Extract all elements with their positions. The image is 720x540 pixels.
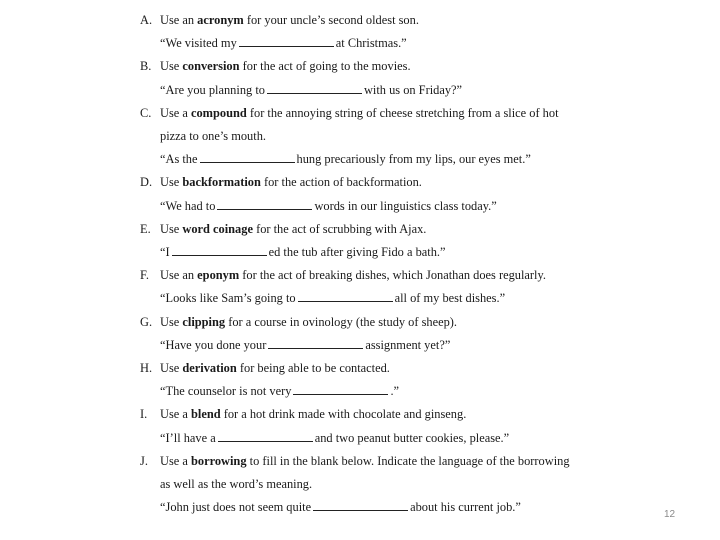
instruction-pre: Use	[160, 175, 180, 190]
item-letter: C.	[140, 105, 152, 120]
example-sentence	[140, 32, 610, 55]
item-letter: B.	[140, 59, 152, 74]
item-letter: G.	[140, 314, 153, 329]
answer-blank	[200, 152, 295, 163]
example-before: “The counselor is not very	[160, 384, 292, 399]
instruction-post: for the act of scrubbing with Ajax.	[256, 221, 427, 236]
instruction-pre: Use	[160, 314, 180, 329]
example-after: about his current job.”	[410, 500, 521, 515]
example-sentence	[140, 380, 610, 403]
page-number: 12	[664, 509, 676, 520]
instruction-post: for the action of backformation.	[263, 175, 422, 190]
item-letter: H.	[140, 361, 153, 376]
example-before: “I	[160, 245, 170, 260]
instruction-term: compound	[190, 105, 247, 120]
example-after: at Christmas.”	[335, 36, 407, 51]
example-sentence	[140, 241, 610, 264]
exercise-item-g	[140, 311, 610, 357]
instruction-post: for a course in ovinology (the study of sheep).	[228, 314, 458, 329]
example-before: “We visited my	[160, 36, 237, 51]
item-letter: E.	[140, 221, 151, 236]
instruction-post: for being able to be contacted.	[239, 361, 390, 376]
instruction-pre: Use	[160, 361, 180, 376]
example-after: assignment yet?”	[365, 337, 451, 352]
instruction-pre: Use a	[160, 453, 188, 468]
instruction-term: derivation	[182, 361, 237, 376]
exercise-item-c	[140, 102, 610, 172]
example-sentence	[140, 496, 610, 519]
example-before: “We had to	[160, 198, 216, 213]
instruction-pre: Use a	[160, 407, 188, 422]
example-after: words in our linguistics class today.”	[314, 198, 497, 213]
example-after: ed the tub after giving Fido a bath.”	[268, 245, 446, 260]
example-before: “Looks like Sam’s going to	[160, 291, 296, 306]
instruction-term: acronym	[197, 13, 244, 27]
instruction-term: borrowing	[190, 453, 247, 468]
example-before: “Are you planning to	[160, 82, 265, 97]
answer-blank	[267, 83, 362, 94]
exercise-item-a	[140, 9, 610, 55]
example-sentence	[140, 148, 610, 171]
example-sentence	[140, 79, 610, 102]
instruction-continuation: pizza to one’s mouth.	[160, 129, 266, 144]
instruction-post: for your uncle’s second oldest son.	[246, 13, 419, 27]
example-before: “Have you done your	[160, 337, 267, 352]
example-sentence	[140, 287, 610, 310]
example-before: “John just does not seem quite	[160, 500, 312, 515]
instruction-continuation: as well as the word’s meaning.	[160, 477, 313, 492]
example-after: .”	[390, 384, 400, 399]
instruction-pre: Use	[160, 59, 180, 74]
exercise-item-f	[140, 264, 610, 310]
instruction-post: for a hot drink made with chocolate and ginseng.	[223, 407, 467, 422]
answer-blank	[298, 291, 393, 302]
example-before: “I’ll have a	[160, 430, 216, 445]
answer-blank	[218, 431, 313, 442]
exercise-item-i	[140, 403, 610, 449]
item-letter: D.	[140, 175, 153, 190]
instruction-term: blend	[190, 407, 221, 422]
example-sentence	[140, 427, 610, 450]
example-after: all of my best dishes.”	[394, 291, 506, 306]
instruction-post: to fill in the blank below. Indicate the language of the borrowing	[249, 453, 570, 468]
instruction-pre: Use a	[160, 105, 188, 120]
exercise-list	[140, 9, 610, 519]
exercise-item-h	[140, 357, 610, 403]
instruction-term: eponym	[197, 268, 240, 283]
item-letter: A.	[140, 13, 153, 27]
instruction-term: conversion	[182, 59, 240, 74]
example-after: hung precariously from my lips, our eyes met.”	[296, 152, 531, 167]
instruction-post: for the act of breaking dishes, which Jonathan does regularly.	[242, 268, 546, 283]
example-before: “As the	[160, 152, 198, 167]
example-sentence	[140, 334, 610, 357]
answer-blank	[217, 199, 312, 210]
item-letter: I.	[140, 407, 148, 422]
instruction-post: for the annoying string of cheese stretching from a slice of hot	[249, 105, 559, 120]
example-after: with us on Friday?”	[363, 82, 463, 97]
answer-blank	[172, 245, 267, 256]
exercise-item-e	[140, 218, 610, 264]
instruction-term: word coinage	[182, 221, 253, 236]
exercise-item-b	[140, 55, 610, 101]
instruction-post: for the act of going to the movies.	[242, 59, 411, 74]
exercise-item-d	[140, 171, 610, 217]
instruction-pre: Use an	[160, 13, 195, 27]
item-letter: F.	[140, 268, 149, 283]
instruction-term: backformation	[182, 175, 261, 190]
instruction-pre: Use an	[160, 268, 195, 283]
example-sentence	[140, 195, 610, 218]
answer-blank	[313, 500, 408, 511]
instruction-pre: Use	[160, 221, 180, 236]
exercise-item-j	[140, 450, 610, 520]
answer-blank	[239, 36, 334, 47]
instruction-term: clipping	[182, 314, 226, 329]
example-after: and two peanut butter cookies, please.”	[314, 430, 510, 445]
answer-blank	[268, 338, 363, 349]
item-letter: J.	[140, 453, 148, 468]
answer-blank	[293, 384, 388, 395]
